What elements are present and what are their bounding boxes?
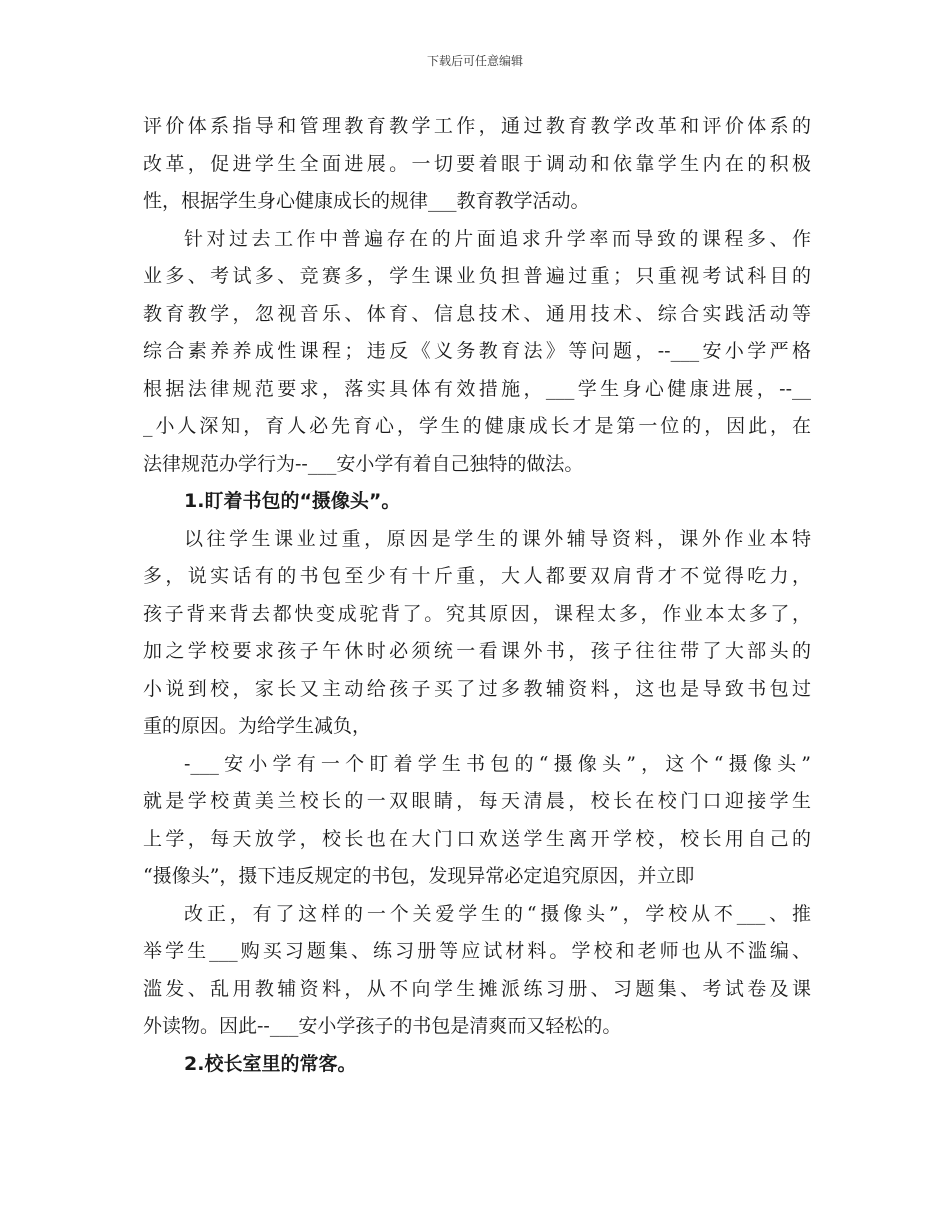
page-header: 下载后可任意编辑: [426, 54, 523, 68]
text-line: “摄像头”，摄下违反规定的书包，发现异常必定追究原因，并立即: [143, 865, 695, 887]
text-line: 针对过去工作中普遍存在的片面追求升学率而导致的课程多、作: [184, 227, 811, 250]
text-line: 法律规范办学行为--___安小学有着自己独特的做法。: [143, 452, 584, 475]
text-line: 改革，促进学生全面进展。一切要着眼于调动和依靠学生内在的积极: [143, 152, 811, 175]
document-body: [143, 108, 811, 1083]
text-line: 上学，每天放学，校长也在大门口欢送学生离开学校，校长用自己的: [143, 827, 811, 850]
text-line: 根据法律规范要求，落实具体有效措施，___学生身心健康进展，--__: [143, 377, 811, 400]
text-line: 改正，有了这样的一个关爱学生的“摄像头”，学校从不___、推: [184, 902, 811, 925]
text-line: 重的原因。为给学生减负，: [143, 715, 372, 737]
text-line: 教育教学，忽视音乐、体育、信息技术、通用技术、综合实践活动等: [143, 302, 811, 325]
section-heading: 1.盯着书包的“摄像头”。: [184, 490, 401, 512]
text-line: 就是学校黄美兰校长的一双眼睛，每天清晨，校长在校门口迎接学生: [143, 790, 811, 812]
text-line: 以往学生课业过重，原因是学生的课外辅导资料，课外作业本特: [184, 527, 811, 550]
text-line: 评价体系指导和管理教育教学工作，通过教育教学改革和评价体系的: [143, 115, 811, 137]
text-line: 综合素养养成性课程；违反《义务教育法》等问题，--___安小学严格: [143, 340, 811, 362]
text-line: 举学生___购买习题集、练习册等应试材料。学校和老师也从不滥编、: [143, 940, 811, 962]
text-line: 业多、考试多、竞赛多，学生课业负担普遍过重；只重视考试科目的: [143, 265, 811, 287]
section-heading: 2.校长室里的常客。: [184, 1052, 357, 1075]
text-line: 滥发、乱用教辅资料，从不向学生摊派练习册、习题集、考试卷及课: [143, 977, 811, 1000]
text-line: 多，说实话有的书包至少有十斤重，大人都要双肩背才不觉得吃力，: [143, 565, 811, 587]
text-line: _小人深知，育人必先育心，学生的健康成长才是第一位的，因此，在: [143, 415, 811, 437]
text-line: -___安小学有一个盯着学生书包的“摄像头”，这个“摄像头”: [184, 752, 811, 775]
text-line: 加之学校要求孩子午休时必须统一看课外书，孩子往往带了大部头的: [143, 640, 811, 662]
text-line: 小说到校，家长又主动给孩子买了过多教辅资料，这也是导致书包过: [143, 677, 811, 700]
text-line: 外读物。因此--___安小学孩子的书包是清爽而又轻松的。: [143, 1015, 622, 1037]
text-line: 性，根据学生身心健康成长的规律___教育教学活动。: [143, 190, 590, 212]
text-line: 孩子背来背去都快变成驼背了。究其原因，课程太多，作业本太多了，: [143, 602, 811, 625]
